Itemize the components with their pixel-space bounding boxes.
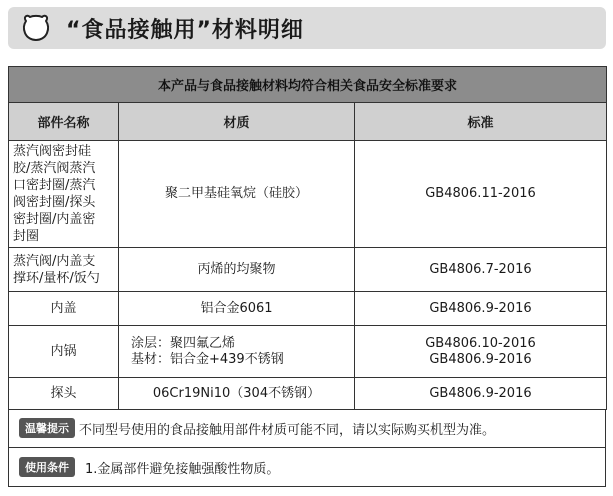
part-line: 探头 [50,386,77,401]
part-line: 撑环/量杯/饭勺 [13,270,100,286]
part-cell [9,292,119,326]
column-header-material: 材质 [119,103,355,141]
table-row [9,378,607,410]
part-line: 密封圈/内盖密 [13,212,96,227]
standard-line: GB4806.9-2016 [429,351,532,367]
table-row [9,326,607,378]
standard-cell [355,326,607,378]
material-line: 铝合金6061 [200,300,273,316]
usage-row [9,448,605,486]
material-cell [119,292,355,326]
material-cell [119,326,355,378]
material-cell [119,378,355,410]
title-bar [8,7,606,49]
page-title: “食品接触用”材料明细 [66,18,304,43]
standard-line: GB4806.7-2016 [429,261,532,277]
part-line: 蒸汽阀密封硅 [13,144,92,159]
notes-box [8,409,606,487]
material-line: 06Cr19Ni10（304不锈钢） [152,385,321,401]
material-cell [119,141,355,248]
material-line: 聚二甲基硅氧烷（硅胶） [164,186,308,201]
standard-cell [355,292,607,326]
part-cell [9,326,119,378]
part-line: 胶/蒸汽阀蒸汽 [13,161,96,176]
standard-line: GB4806.9-2016 [429,385,532,401]
table-row [9,141,607,248]
compliance-banner: 本产品与食品接触材料均符合相关食品安全标准要求 [9,67,607,103]
material-line: 基材：铝合金+439不锈钢 [131,351,284,367]
part-cell [9,141,119,248]
standard-cell [355,141,607,248]
standard-cell [355,248,607,292]
standard-cell [355,378,607,410]
table-row [9,248,607,292]
tip-badge: 温馨提示 [19,418,75,438]
column-header-standard: 标准 [355,103,607,141]
part-line: 内盖 [50,301,77,316]
standard-line: GB4806.10-2016 [425,335,536,351]
material-line: 涂层：聚四氟乙烯 [131,335,236,351]
part-line: 口密封圈/蒸汽 [13,178,96,193]
usage-text: 1.金属部件避免接触强酸性物质。 [85,461,280,477]
material-line: 丙烯的均聚物 [197,261,276,277]
tip-row [9,409,605,448]
material-cell [119,248,355,292]
table-row [9,292,607,326]
part-line: 封圈 [13,229,40,244]
column-header-part: 部件名称 [9,103,119,141]
standard-line: GB4806.9-2016 [429,300,532,316]
usage-badge: 使用条件 [19,457,75,477]
part-cell [9,378,119,410]
part-cell [9,248,119,292]
part-line: 阀密封圈/探头 [13,195,96,210]
tip-text: 不同型号使用的食品接触用部件材质可能不同，请以实际购买机型为准。 [79,422,496,438]
bear-face-icon [20,11,52,43]
material-table [8,66,607,410]
part-line: 内锅 [50,344,77,359]
part-line: 蒸汽阀/内盖支 [13,253,96,269]
standard-line: GB4806.11-2016 [425,186,536,201]
